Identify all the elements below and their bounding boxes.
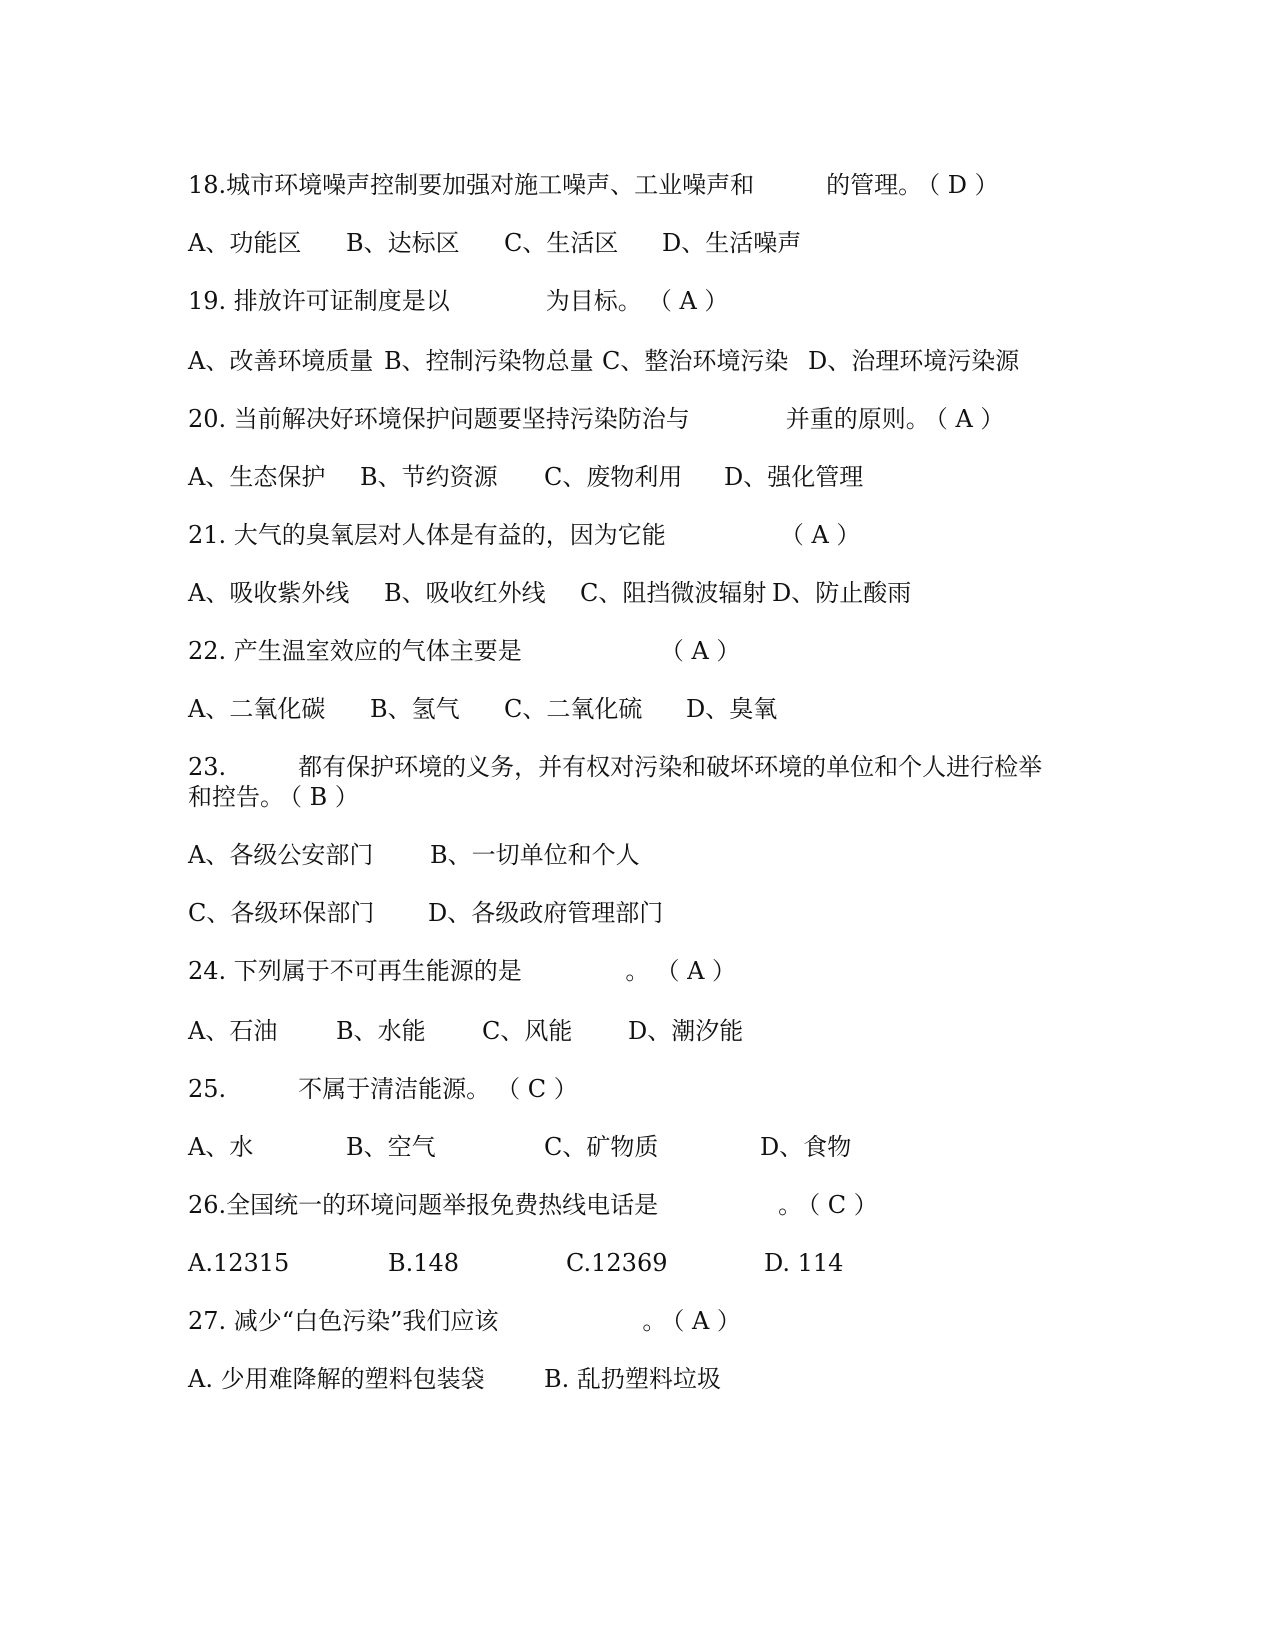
option-a: A、生态保护	[188, 463, 326, 491]
option-a: A、水	[188, 1133, 254, 1161]
question-23	[188, 752, 1042, 782]
option-d: D、各级政府管理部门	[428, 899, 664, 927]
question-stem: 下列属于不可再生能源的是 。	[226, 957, 662, 985]
question-26	[188, 1190, 878, 1220]
option-b: B、吸收红外线	[384, 579, 546, 607]
question-answer: （ B ）	[290, 783, 359, 811]
question-answer: （ C ）	[508, 1075, 578, 1103]
question-answer: （ A ）	[935, 405, 1005, 433]
question-stem: 减少“白色污染”我们应该 。	[226, 1307, 667, 1335]
option-b: B、空气	[346, 1133, 436, 1161]
option-b: B、节约资源	[360, 463, 498, 491]
question-22	[188, 636, 740, 666]
option-b: B. 乱扔塑料垃圾	[544, 1365, 721, 1393]
question-stem: 城市环境噪声控制要加强对施工噪声、工业噪声和 的管理。	[226, 171, 923, 199]
question-answer: （ A ）	[791, 521, 861, 549]
option-a: A、吸收紫外线	[188, 579, 350, 607]
question-stem: 不属于清洁能源。	[226, 1075, 503, 1103]
question-23-continued	[188, 782, 359, 812]
option-c: C、废物利用	[544, 463, 683, 491]
question-answer: （ D ）	[928, 171, 999, 199]
option-c: C、矿物质	[544, 1133, 659, 1161]
question-answer: （ A ）	[671, 637, 741, 665]
option-c: C、阻挡微波辐射	[580, 579, 767, 607]
question-20	[188, 404, 1004, 434]
option-c: C、整治环境污染	[602, 347, 789, 375]
option-d: D. 114	[764, 1249, 844, 1277]
option-b: B、达标区	[346, 229, 460, 257]
question-stem: 大气的臭氧层对人体是有益的，因为它能	[226, 521, 786, 549]
option-d: D、生活噪声	[662, 229, 802, 257]
question-stem-continued: 和控告。	[188, 783, 284, 811]
option-a: A. 少用难降解的塑料包装袋	[188, 1365, 485, 1393]
question-stem: 都有保护环境的义务，并有权对污染和破坏环境的单位和个人进行检举	[226, 753, 1043, 781]
option-b: B、水能	[336, 1017, 426, 1045]
question-stem: 产生温室效应的气体主要是	[226, 637, 666, 665]
option-a: A、改善环境质量	[188, 347, 374, 375]
option-b: B、氢气	[370, 695, 460, 723]
option-c: C、生活区	[504, 229, 619, 257]
question-stem: 当前解决好环境保护问题要坚持污染防治与 并重的原则。	[226, 405, 930, 433]
option-b: B、一切单位和个人	[430, 841, 640, 869]
question-27	[188, 1306, 741, 1336]
question-21	[188, 520, 860, 550]
question-number: 22.	[188, 637, 227, 665]
question-19	[188, 286, 728, 316]
option-d: D、防止酸雨	[772, 579, 912, 607]
question-number: 19.	[188, 287, 227, 315]
option-d: D、臭氧	[686, 695, 778, 723]
question-stem: 全国统一的环境问题举报免费热线电话是 。	[226, 1191, 803, 1219]
question-answer: （ A ）	[659, 287, 729, 315]
option-b: B.148	[388, 1249, 460, 1277]
option-a: A.12315	[188, 1249, 290, 1277]
option-a: A、各级公安部门	[188, 841, 374, 869]
question-number: 26.	[188, 1191, 227, 1219]
option-c: C、二氧化硫	[504, 695, 643, 723]
question-number: 21.	[188, 521, 227, 549]
question-number: 24.	[188, 957, 227, 985]
option-d: D、食物	[760, 1133, 852, 1161]
question-24	[188, 956, 736, 986]
question-25	[188, 1074, 578, 1104]
question-answer: （ C ）	[808, 1191, 878, 1219]
question-stem: 排放许可证制度是以 为目标。	[226, 287, 654, 315]
question-answer: （ A ）	[672, 1307, 741, 1335]
option-a: A、功能区	[188, 229, 302, 257]
option-d: D、潮汐能	[628, 1017, 744, 1045]
question-number: 27.	[188, 1307, 227, 1335]
question-number: 23.	[188, 753, 227, 781]
option-c: C、各级环保部门	[188, 899, 375, 927]
question-number: 20.	[188, 405, 227, 433]
option-d: D、治理环境污染源	[808, 347, 1020, 375]
question-answer: （ A ）	[667, 957, 737, 985]
option-d: D、强化管理	[724, 463, 864, 491]
option-c: C、风能	[482, 1017, 573, 1045]
option-a: A、二氧化碳	[188, 695, 326, 723]
option-b: B、控制污染物总量	[384, 347, 594, 375]
option-a: A、石油	[188, 1017, 278, 1045]
question-number: 18.	[188, 171, 227, 199]
question-18	[188, 170, 999, 200]
question-number: 25.	[188, 1075, 227, 1103]
option-c: C.12369	[566, 1249, 668, 1277]
